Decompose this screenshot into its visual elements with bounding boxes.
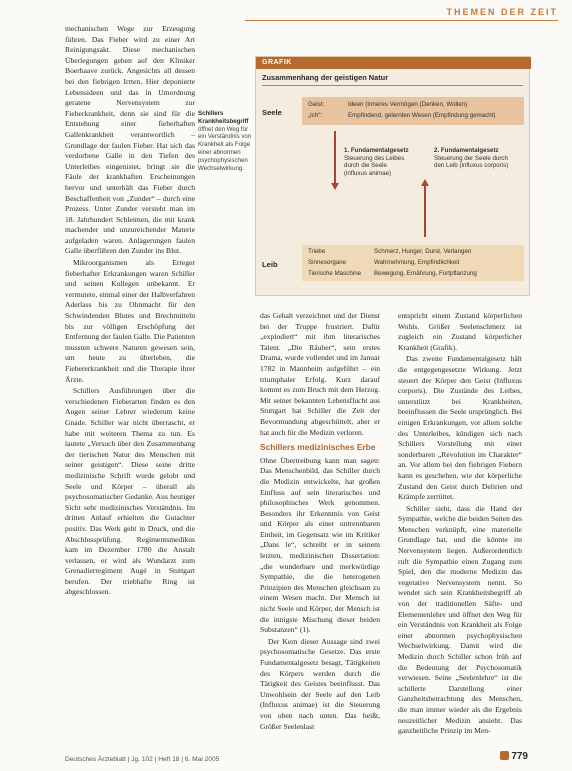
grafik-rule <box>262 85 523 86</box>
section-label: THEMEN DER ZEIT <box>446 7 558 17</box>
fundamental-law-1: 1. Fundamentalgesetz Steuerung des Leibes durch die Seele (influxus animae) <box>344 147 409 177</box>
paragraph: Das zweite Fundamentalgesetz hält die entgegengesetzte Wirkung. Jetzt steuert der Körper den Geist (Influxus corporis). Die Zustände des Leibes, unterstützt bei Krankheiten, beeinflussen die Seele ursprünglich. Bei einigen Erkrankungen, vor allem solche des Unterleibes, kündigen sich nach Schillers Vorstellung mit einer sonderbaren „Revolution im Charakter“ an. Vor allem bei den fiebrigen Fiebern kann es geschehen, wie der körperliche Zustand den Geist durch Delirien und Krämpfe zerrüttet. <box>398 354 522 502</box>
text-column-3 <box>398 311 522 749</box>
leib-row: Tierische Maschine Bewegung, Ernährung, Fortpflanzung <box>308 270 477 277</box>
paragraph: Schiller sieht, dass die Hand der Sympathie, welche die beiden Seiten des Menschen verknüpft, eine materielle Grundlage hat, und die könnte im Nervensystem liegen. Außerordentlich ruft die Sympathie einen Zugang zum Spiel, den die moderne Medizin das vegetative Nervensystem nennt. So wendet sich sein Krankheitsbegriff ab von der traditionellen Säfte- und Elementenlehre und öffnet den Weg für ein Verständnis von Krankheit als Folge einer abnormen psychophysischen Wechselwirkung. Damit wird die Medizin durch Schiller schon früh auf die Bedeutung der Psychosomatik verwiesen. Seine „Seelenlehre“ ist die schillerte Darstellung einer Ganzheitsbetrachtung des Menschen, die man immer wieder als die Ergebnis neuzeitlicher Medizin ansieht. Das ganzheitliche Prinzip im Men- <box>398 503 522 736</box>
paragraph: Mikroorganismen als Erreger fieberhafter Erkrankungen waren Schiller und seinen Kollegen unbekannt. Er vermutete, einmal einer der Halbverfahren Aderlass bis zu Ohnmacht für den Schwindenden Blutes und Brechmitteln bis zur völligen Erschöpfung der Entfernung der faulen Galle. Die Patienten mussten schwere Naturen gewesen sein, um heute zu überleben, die Fiebererkrankheit und die Therapie ihrer Ärzte. <box>65 258 195 384</box>
paragraph: mechanischen Wege zur Erzeugung führen. Das Fieber wird zu einer Art Reinigungsakt. Diese mechanischen Überlegungen gehen auf den Kliniker Boerhaave zurück. Angesichts all dessen bei den fiebrigen Irrten. Hier deponierte Lebensideen und das in Umordnung geratene Nervensystem zur Fieberkrankheit, denn sie sind für die Entstehung einer fieberhaften Gallenkrankheit verantwortlich – Grundlage der faulen Fieber. Hat sich das verdorbene Galle in den Tiefen des Unterleibes eingenistet, bringt sie die Fäule der krankhaften Erscheinungen hervor und unterhält das Fieber durch Beschaffenheit von „Zunder“ – durch eine Prozess. Unter Zunder versteht man im 18. Jahrhundert Schleimen, die mit krank machender und unzureichender Materie aufgeladen waren. Anlagerungen faulen Galle überführen den Zunder ins Blut. <box>65 24 195 256</box>
paragraph: entspricht einem Zustand körperlichen Wohls. Größer Seelenschmerz ist zugleich ein Zustand körperlicher Krankheit (Grafik). <box>398 311 522 352</box>
sidenote-title: Schillers Krankheitsbegriff <box>198 110 249 125</box>
leib-label: Leib <box>262 260 278 269</box>
seele-row: „Ich“: Empfindend, gelernten Wesen (Empfindung gemacht) <box>308 112 496 119</box>
paragraph: Schillers Ausführungen über die verschiedenen Fieberarten finden es den Augen seiner Lehrer wiederum keine Gnade. Schiller war nicht überrascht, er habe mit weiteren Thema zu tun. Es lautete „Versuch über den Zusammenhang der tierischen Natur des Menschen mit seiner geistigen“. Diese seine dritte medizinische Schrift wurde gelobt und Seele und Körper – überall als psychosomatischer Gedanke. Aus heutiger Sicht sehr medizinisches Verständnis. Im dritten Anlauf erhielten die Gutachter positiv. Das Werk geht in Druck, und die Abschlussprüfung. Regimentsmedikus kam im Dezember 1780 die Anstalt verlassen, er wird als Wundarzt zum Grenadierregiment Augé in Stuttgart berufen. Der triebhafte Ring ist abgeschlossen. <box>65 386 195 597</box>
leib-row: Sinnesorgane Wahrnehmung, Empfindlichkeit <box>308 259 460 266</box>
paragraph: Der Kern dieser Aussage sind zwei psychosomatische Gesetze. Das erste Fundamentalgesetz besagt, Tätigkeiten des Körpers werden durch die Tätigkeit des Geistes beeinflusst. Das Unwohlsein der Seele auf den Leib (Influxus animae) ist die Steuerung von oben nach unten. Das heißt, Größer Seelenlast <box>260 636 380 731</box>
grafik-title: Zusammenhang der geistigen Natur <box>262 73 389 82</box>
page-number: 779 <box>500 751 528 762</box>
grafik-tab: GRAFIK <box>256 57 531 69</box>
paragraph: Ohne Übertreibung kann man sagen: Das Menschenbild, das Schiller durch die Medizin entwickelte, hat großen Einfluss auf sein literarisches und philosophisches Werk genommen. Besonders ihr Erkenntnis von Geist und Körper als einer untrennbaren Einheit, im Gegensatz wie im Kritiker „Dans le“, schreibt er in seinem letzten, medizinischen Dissertation: „die wunderbare und merkwürdige Sympathie, die die heterogenen Prinzipien des Menschen gleichsam zu einem Wesen macht. Der Mensch ist nicht Seele und Körper, der Mensch ist die innigste Mischung dieser beiden Substanzen“ (1). <box>260 455 380 635</box>
header-rule <box>245 20 558 21</box>
seele-row: Geist: Ideen (Inneres Vermögen (Denken, Wollen) <box>308 101 468 108</box>
seele-label: Seele <box>262 108 282 117</box>
page-marker-icon <box>500 751 509 760</box>
footer-citation: Deutsches Ärzteblatt | Jg. 102 | Heft 18 | 6. Mai 2005 <box>65 756 220 763</box>
sidenote-text: öffnet den Weg für ein Verständnis von Krankheit als Folge einer abnormen psychophysischen Wechselwirkung. <box>198 125 252 172</box>
fundamental-law-2: 2. Fundamentalgesetz Steuerung der Seele durch den Leib (influxus corporis) <box>434 147 509 170</box>
leib-row: Triebe Schmerz, Hunger, Durst, Verlangen <box>308 248 472 255</box>
sidenote <box>198 110 254 172</box>
section-heading: Schillers medizinisches Erbe <box>260 442 376 453</box>
grafik-box <box>255 56 530 296</box>
text-column-2 <box>260 311 380 749</box>
paragraph: das Gehalt verzeichnet und der Dienst bei der Truppe frustriert. Dafür „explodiert“ mit ihm literarisches Talent. „Die Räuber“, sein erstes Drama, wurde vollendet und im Januar 1782 in Mannheim aufgeführt – ein triumphaler Erfolg. Kurz darauf kommt es zum Bruch mit dem Herzog. Mit seiner bekannten Lebensflucht aus Stuttgart hat Schiller die Zeit der Bevormundung abgeschüttelt, aber er hat auch für die Medizin verloren. <box>260 311 380 437</box>
text-column-1 <box>65 24 195 749</box>
